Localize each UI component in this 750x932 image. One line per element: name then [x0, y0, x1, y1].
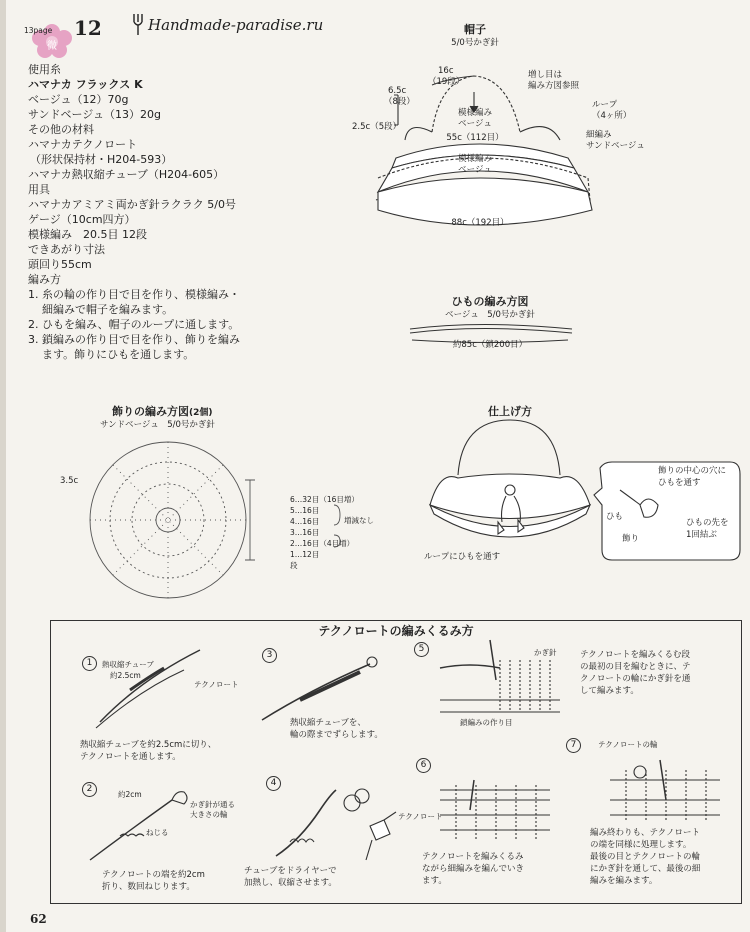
row-unit: 段	[290, 561, 298, 570]
step3-text2: 輪の際までずらします。	[290, 730, 383, 740]
hat-inc-note1: 増し目は	[528, 70, 563, 80]
ornament-rows	[290, 494, 359, 571]
step2-hook2: 大きさの輪	[190, 810, 228, 819]
hat-loop2: （4ヶ所）	[592, 111, 632, 121]
hat-inc-note2: 編み方図参照	[528, 81, 580, 91]
techno-title-text: テクノロートの編みくるみ方	[310, 624, 481, 638]
step1-tube: 熱収縮チューブ	[102, 660, 154, 669]
ornament-count: (2個)	[189, 408, 213, 418]
step4-text1: チューブをドライヤーで	[244, 866, 337, 876]
techno-panel-title	[51, 620, 741, 639]
finishing-center2: ひもを通す	[658, 478, 701, 488]
step7-text2: の端を同様に処理します。	[590, 840, 692, 850]
hat-sc1: 細編み	[586, 130, 612, 140]
hat-8rows: （8段）	[384, 97, 415, 107]
finishing-title: 仕上げ方	[488, 405, 532, 418]
step5-number: 5	[414, 642, 429, 657]
other-3: ハマナカ熱収縮チューブ（H204-605）	[28, 168, 225, 181]
row-4: 4…16目	[290, 517, 320, 526]
yarn-heading: 使用糸	[28, 63, 61, 76]
step2-len: 約2cm	[118, 790, 142, 799]
ornament-no-change: 増減なし	[344, 516, 374, 525]
hat-pattern2b: ベージュ	[458, 165, 492, 175]
ornament-subtitle: サンドベージュ 5/0号かぎ針	[100, 420, 215, 430]
step2-text1: テクノロートの端を約2cm	[102, 870, 205, 880]
hat-65c: 6.5c	[388, 86, 407, 96]
step5-hook: かぎ針	[534, 648, 557, 657]
finishing-center1: 飾りの中心の穴に	[658, 466, 727, 476]
method-heading: 編み方	[28, 273, 61, 286]
other-heading: その他の材料	[28, 123, 94, 136]
gauge-1: 模様編み 20.5目 12段	[28, 228, 147, 241]
page-number: 62	[30, 912, 47, 926]
step5-text2: の最初の目を編むときに、テ	[580, 662, 691, 672]
step5-text1: テクノロートを編みくるむ段	[580, 650, 690, 660]
step-3a: 3. 鎖編みの作り目で目を作り、飾りを編み	[28, 333, 240, 346]
step5-text3: クノロートの輪にかぎ針を通	[580, 674, 691, 684]
yarn-1: ベージュ（12）70g	[28, 93, 129, 106]
size-1: 頭回り55cm	[28, 258, 92, 271]
step1-len: 約2.5cm	[110, 671, 141, 680]
finishing-ornament: 飾り	[622, 534, 640, 544]
site-watermark: Handmade-paradise.ru	[148, 16, 324, 34]
step6-number: 6	[416, 758, 431, 773]
step6-techno: テクノロート	[398, 812, 443, 821]
ornament-title-text: 飾りの編み方図	[112, 405, 189, 418]
row-2: 2…16目（4目増）	[290, 539, 355, 548]
step1-number: 1	[82, 656, 97, 671]
row-3: 3…16目	[290, 528, 320, 537]
cord-title: ひもの編み方図	[451, 295, 529, 308]
step5-text4: して編みます。	[580, 686, 639, 696]
fork-icon	[134, 14, 142, 35]
step2-text2: 折り、数回ねじります。	[102, 882, 195, 892]
hat-pattern2a: 模様編み	[457, 154, 492, 164]
hat-19rows: （19段）	[428, 77, 465, 87]
hat-55c: 55c（112目）	[446, 133, 504, 143]
step3-text1: 熱収縮チューブを、	[290, 718, 366, 728]
other-1: ハマナカテクノロート	[28, 138, 138, 151]
hat-loop1: ループ	[592, 100, 618, 110]
step2-twist: ねじる	[146, 828, 169, 837]
cord-subtitle: ベージュ 5/0号かぎ針	[445, 310, 535, 320]
hat-pattern1a: 模様編み	[457, 108, 492, 118]
tools-heading: 用具	[28, 183, 50, 196]
size-heading: できあがり寸法	[28, 243, 105, 256]
hat-sc2: サンドベージュ	[586, 141, 645, 151]
step6-text1: テクノロートを編みくるみ	[422, 852, 524, 862]
step7-text1: 編み終わりも、テクノロート	[590, 828, 700, 838]
hat-subtitle: 5/0号かぎ針	[451, 38, 499, 48]
page-label: 13page	[24, 26, 53, 35]
step6-text2: ながら細編みを編んでいき	[422, 864, 525, 874]
hat-88c: 88c（192目）	[451, 218, 509, 228]
row-6: 6…32目（16目増）	[290, 495, 359, 504]
step3-number: 3	[262, 648, 277, 663]
finishing-tip2: 1回結ぶ	[686, 530, 717, 540]
yarn-2: サンドベージュ（13）20g	[28, 108, 161, 121]
step2-hook1: かぎ針が通る	[190, 800, 235, 809]
ornament-size: 3.5c	[60, 476, 79, 486]
step4-text2: 加熱し、収縮させます。	[244, 878, 337, 888]
step-1b: 細編みで帽子を編みます。	[42, 303, 174, 316]
row-5: 5…16目	[290, 506, 320, 515]
gauge-heading: ゲージ（10cm四方）	[28, 213, 136, 226]
hat-pattern1b: ベージュ	[458, 119, 492, 129]
row-1: 1…12目	[290, 550, 320, 559]
step-3b: ます。飾りにひもを通します。	[42, 348, 195, 361]
step5-chain: 鎖編みの作り目	[460, 718, 513, 727]
yarn-name: ハマナカ フラックス K	[28, 78, 143, 91]
step7-text4: にかぎ針を通して、最後の細	[590, 864, 701, 874]
step7-text5: 編みを編みます。	[590, 876, 658, 886]
step1-text2: テクノロートを通します。	[80, 752, 181, 762]
step2-number: 2	[82, 782, 97, 797]
step7-number: 7	[566, 738, 581, 753]
step1-text1: 熱収縮チューブを約2.5cmに切り、	[80, 740, 217, 750]
step-1a: 1. 糸の輪の作り目で目を作り、模様編み・	[28, 288, 240, 301]
cord-length: 約85c（鎖200目）	[452, 340, 528, 350]
tools-1: ハマナカアミアミ両かぎ針ラクラク 5/0号	[28, 198, 236, 211]
step6-text3: ます。	[422, 876, 447, 886]
step4-number: 4	[266, 776, 281, 791]
hat-16c: 16c	[438, 66, 454, 76]
step7-ring: テクノロートの輪	[598, 740, 658, 749]
step-2: 2. ひもを編み、帽子のループに通します。	[28, 318, 240, 331]
stamp-char: 微	[47, 41, 57, 52]
pattern-number: 12	[74, 16, 102, 40]
hat-title: 帽子	[464, 23, 486, 36]
hat-25c: 2.5c（5段）	[352, 122, 402, 132]
finishing-loop-note: ループにひもを通す	[424, 552, 501, 562]
finishing-cord: ひも	[606, 512, 624, 522]
other-2: （形状保持材・H204-593）	[30, 153, 173, 166]
materials-section	[28, 62, 240, 362]
ornament-title	[112, 404, 213, 421]
step7-text3: 最後の目とテクノロートの輪	[590, 852, 700, 862]
step1-techno: テクノロート	[194, 680, 239, 689]
finishing-tip1: ひもの先を	[686, 518, 729, 528]
